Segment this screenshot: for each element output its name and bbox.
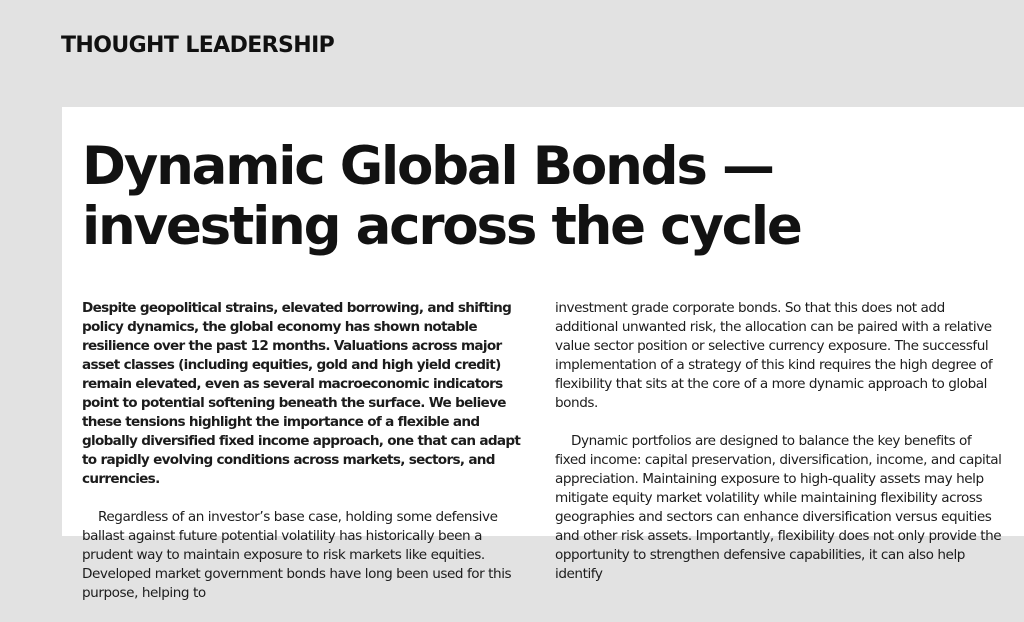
body-paragraph-1: Regardless of an investor’s base case, holding some defensive ballast against future potential volatility has historically been a prudent way to maintain exposure to risk markets like equities. Developed market government bonds have long been used for this purpose, helping to <box>82 509 512 601</box>
body-paragraph-3: Dynamic portfolios are designed to balance the key benefits of fixed income: capital preservation, diversification, income, and capital appreciation. Maintaining exposure to high-quality assets may help mitigate equity market volatility while maintaining flexibility across geographies and sectors can enhance diversification versus equities and other risk assets. Importantly, flexibility does not only provide the opportunity to strengthen defensive capabilities, it can also help identify <box>555 433 1002 582</box>
lead-paragraph: Despite geopolitical strains, elevated borrowing, and shifting policy dynamics, the global economy has shown notable resilience over the past 12 months. Valuations across major asset classes (including equities, gold and high yield credit) remain elevated, even as several macroeconomic indicators point to potential softening beneath the surface. We believe these tensions highlight the importance of a flexible and globally diversified fixed income approach, one that can adapt to rapidly evolving conditions across markets, sectors, and currencies. <box>82 300 521 487</box>
article-title-line-2: investing across the cycle <box>82 196 801 257</box>
section-label: THOUGHT LEADERSHIP <box>61 33 335 58</box>
left-column <box>82 299 522 622</box>
article-title <box>82 137 801 257</box>
body-paragraph-2: investment grade corporate bonds. So that this does not add additional unwanted risk, the allocation can be paired with a relative value sector position or selective currency exposure. The successful implementation of a strategy of this kind requires the high degree of flexibility that sits at the core of a more dynamic approach to global bonds. <box>555 300 993 411</box>
right-column <box>555 299 1005 603</box>
article-card <box>62 107 1024 601</box>
article-title-line-1: Dynamic Global Bonds — <box>82 136 773 197</box>
